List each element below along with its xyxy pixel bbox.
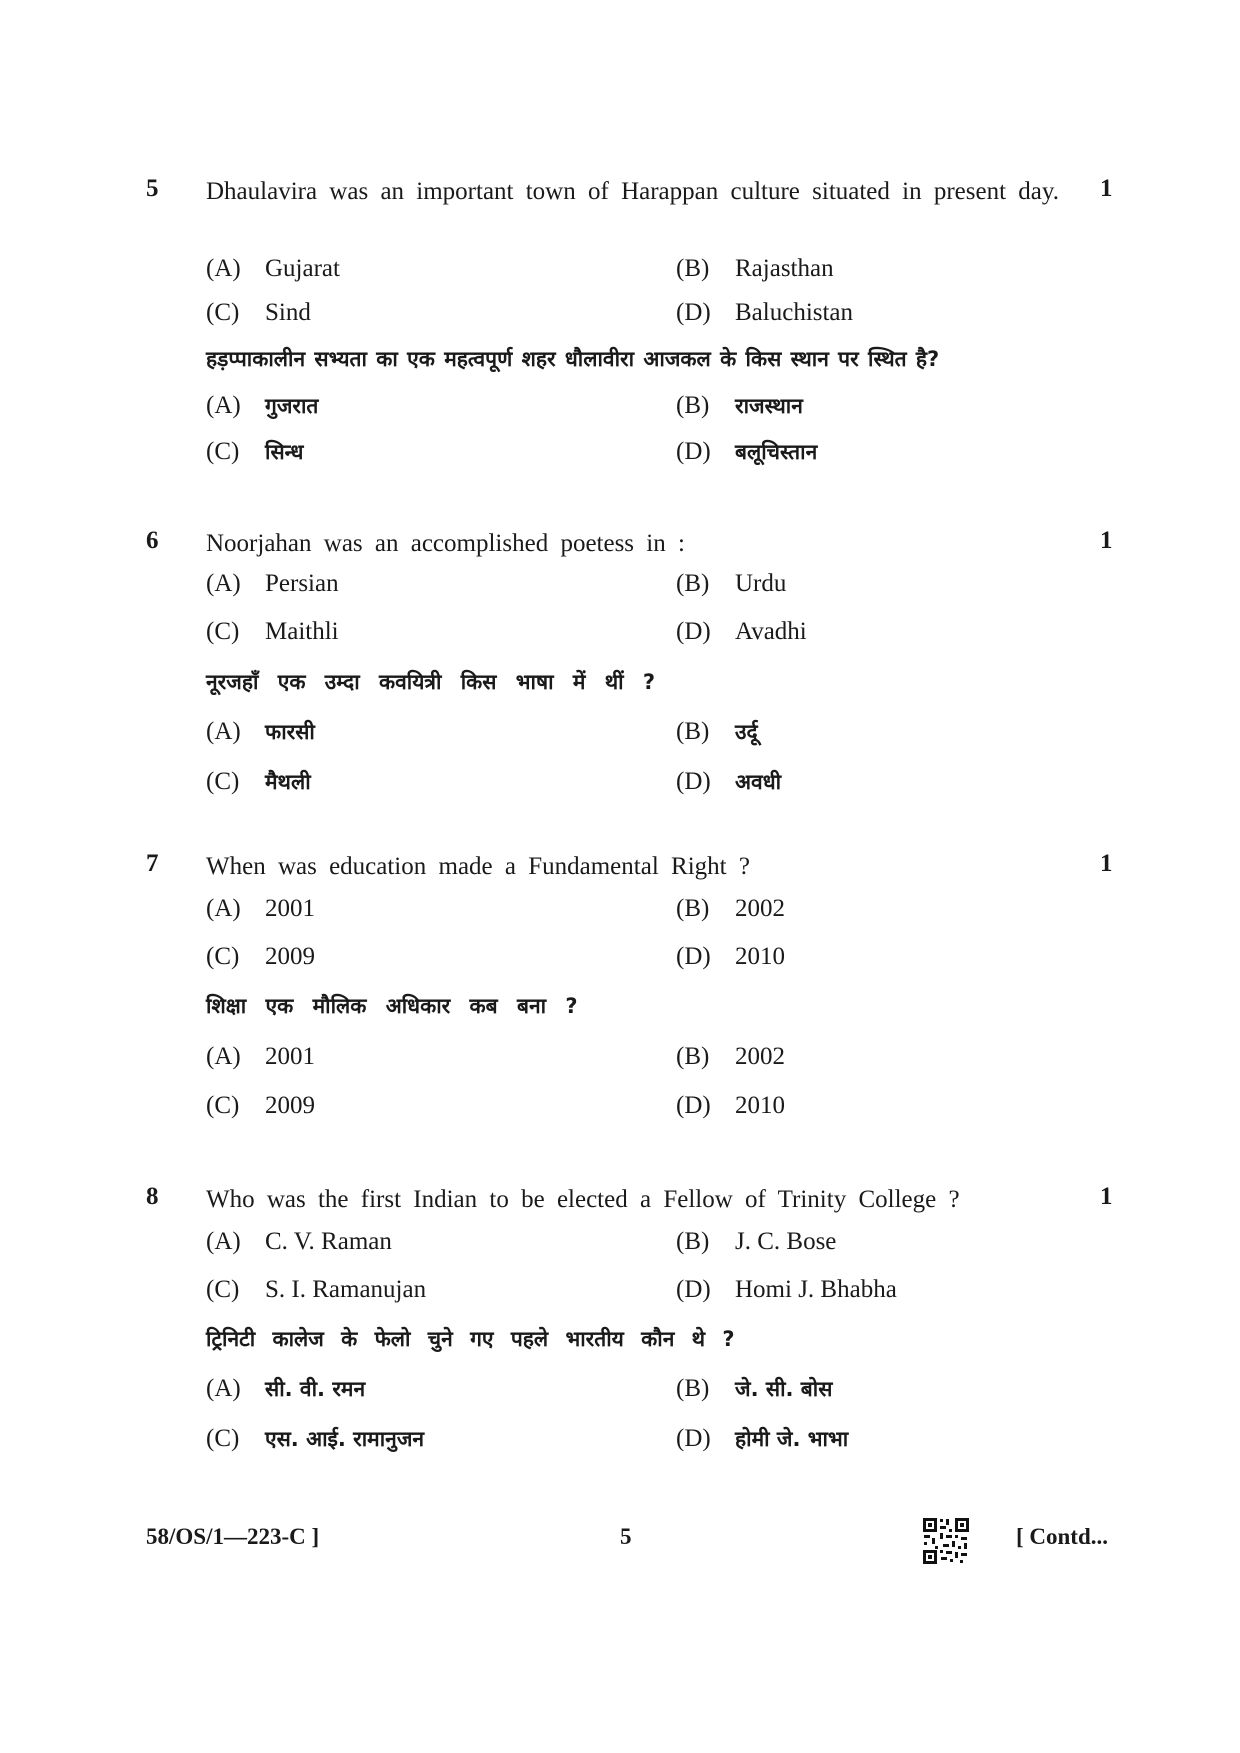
- option-label: (B): [676, 392, 710, 419]
- option-text: एस. आई. रामानुजन: [265, 1427, 425, 1451]
- option-label: (D): [676, 1092, 711, 1119]
- option-d-hi: [676, 768, 781, 796]
- option-text: उर्दू: [735, 720, 758, 744]
- option-text: 2009: [265, 1092, 315, 1119]
- option-text: जे. सी. बोस: [735, 1377, 833, 1401]
- option-b-hi: [676, 1375, 832, 1403]
- question-marks: 1: [1100, 175, 1113, 202]
- option-a-en: [206, 255, 340, 283]
- option-c-hi: [206, 768, 311, 796]
- option-text: अवधी: [735, 770, 782, 794]
- option-b-en: [676, 570, 786, 598]
- paper-code: 58/OS/1—223-C ]: [146, 1524, 320, 1549]
- option-b-en: [676, 1228, 836, 1256]
- option-b-hi: [676, 718, 758, 746]
- question-number: 6: [146, 527, 159, 554]
- option-label: (B): [676, 1228, 710, 1255]
- question-text-hi: नूरजहाँ एक उम्दा कवयित्री किस भाषा में थीं ?: [206, 670, 656, 694]
- option-text: Homi J. Bhabha: [735, 1276, 897, 1303]
- question-marks: 1: [1100, 1183, 1113, 1210]
- option-text: Avadhi: [735, 618, 807, 645]
- option-text: 2010: [735, 943, 785, 970]
- option-text: Urdu: [735, 570, 787, 597]
- option-text: होमी जे. भाभा: [735, 1427, 849, 1451]
- question-number: 8: [146, 1183, 159, 1210]
- option-d-en: [676, 943, 785, 971]
- option-text: 2009: [265, 943, 315, 970]
- option-label: (B): [676, 1043, 710, 1070]
- option-label: (C): [206, 943, 240, 970]
- option-label: (D): [676, 438, 711, 465]
- option-label: (C): [206, 438, 240, 465]
- option-label: (A): [206, 1228, 241, 1255]
- option-b-hi: [676, 1043, 785, 1071]
- option-label: (D): [676, 943, 711, 970]
- option-label: (C): [206, 1276, 240, 1303]
- option-d-hi: [676, 438, 817, 466]
- option-text: सिन्ध: [265, 440, 304, 464]
- option-label: (C): [206, 299, 240, 326]
- option-a-en: [206, 570, 339, 598]
- option-c-en: [206, 1276, 426, 1304]
- option-text: C. V. Raman: [265, 1228, 392, 1255]
- option-label: (C): [206, 1425, 240, 1452]
- option-text: मैथली: [265, 770, 311, 794]
- option-d-hi: [676, 1425, 848, 1453]
- option-label: (A): [206, 392, 241, 419]
- option-c-hi: [206, 1425, 424, 1453]
- option-text: 2002: [735, 895, 785, 922]
- option-c-hi: [206, 438, 303, 466]
- question-text-en: Noorjahan was an accomplished poetess in :: [206, 530, 685, 557]
- option-b-en: [676, 895, 785, 923]
- option-label: (C): [206, 768, 240, 795]
- option-c-en: [206, 943, 315, 971]
- option-label: (C): [206, 1092, 240, 1119]
- option-label: (A): [206, 718, 241, 745]
- option-label: (D): [676, 618, 711, 645]
- option-d-en: [676, 299, 853, 327]
- option-a-hi: [206, 1375, 365, 1403]
- option-a-hi: [206, 392, 318, 420]
- option-text: Sind: [265, 299, 311, 326]
- option-text: बलूचिस्तान: [735, 440, 818, 464]
- continued-label: [ Contd...: [1016, 1524, 1109, 1549]
- option-text: गुजरात: [265, 394, 319, 418]
- option-c-hi: [206, 1092, 315, 1120]
- option-label: (A): [206, 895, 241, 922]
- option-a-en: [206, 1228, 392, 1256]
- question-text-hi: शिक्षा एक मौलिक अधिकार कब बना ?: [206, 994, 578, 1018]
- option-label: (D): [676, 1425, 711, 1452]
- option-d-hi: [676, 1092, 785, 1120]
- option-c-en: [206, 618, 339, 646]
- option-text: Maithli: [265, 618, 339, 645]
- option-text: Gujarat: [265, 255, 340, 282]
- question-marks: 1: [1100, 527, 1113, 554]
- question-text-hi: हड़प्पाकालीन सभ्यता का एक महत्वपूर्ण शहर धौलावीरा आजकल के किस स्थान पर स्थित है?: [206, 347, 940, 371]
- option-label: (A): [206, 570, 241, 597]
- option-label: (C): [206, 618, 240, 645]
- question-text-en: Dhaulavira was an important town of Harappan culture situated in present day.: [206, 178, 1060, 205]
- question-text-en: Who was the first Indian to be elected a Fellow of Trinity College ?: [206, 1186, 960, 1213]
- option-text: सी. वी. रमन: [265, 1377, 366, 1401]
- option-label: (D): [676, 299, 711, 326]
- question-text-hi: ट्रिनिटी कालेज के फेलो चुने गए पहले भारतीय कौन थे ?: [206, 1327, 735, 1351]
- option-text: 2001: [265, 895, 315, 922]
- option-text: S. I. Ramanujan: [265, 1276, 427, 1303]
- option-text: 2010: [735, 1092, 785, 1119]
- option-text: Persian: [265, 570, 339, 597]
- option-text: फारसी: [265, 720, 315, 744]
- option-text: Rajasthan: [735, 255, 834, 282]
- option-c-en: [206, 299, 311, 327]
- option-b-en: [676, 255, 834, 283]
- question-text-en: When was education made a Fundamental Right ?: [206, 853, 750, 880]
- option-text: Baluchistan: [735, 299, 854, 326]
- option-d-en: [676, 618, 807, 646]
- option-label: (B): [676, 895, 710, 922]
- question-number: 5: [146, 175, 159, 202]
- option-label: (D): [676, 768, 711, 795]
- page-number: 5: [620, 1524, 632, 1549]
- question-number: 7: [146, 850, 159, 877]
- option-label: (B): [676, 718, 710, 745]
- option-a-hi: [206, 1043, 315, 1071]
- option-d-en: [676, 1276, 897, 1304]
- option-b-hi: [676, 392, 803, 420]
- option-label: (A): [206, 1375, 241, 1402]
- option-label: (D): [676, 1276, 711, 1303]
- option-label: (A): [206, 255, 241, 282]
- option-label: (A): [206, 1043, 241, 1070]
- option-text: 2002: [735, 1043, 785, 1070]
- qr-code-icon: [922, 1517, 970, 1565]
- option-a-en: [206, 895, 315, 923]
- option-text: राजस्थान: [735, 394, 803, 418]
- option-text: 2001: [265, 1043, 315, 1070]
- option-label: (B): [676, 570, 710, 597]
- option-label: (B): [676, 255, 710, 282]
- option-text: J. C. Bose: [735, 1228, 837, 1255]
- question-marks: 1: [1100, 850, 1113, 877]
- option-label: (B): [676, 1375, 710, 1402]
- option-a-hi: [206, 718, 315, 746]
